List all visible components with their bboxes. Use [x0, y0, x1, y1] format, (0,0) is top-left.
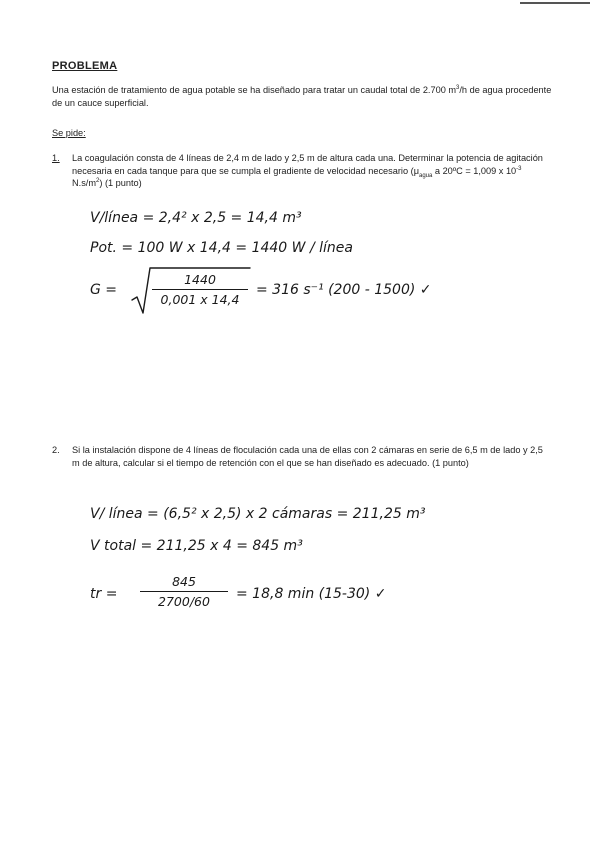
question-1-text: La coagulación consta de 4 líneas de 2,4 m de lado y 2,5 m de altura cada una. Determinar la potencia de agitación necesaria en cada tanque para que se cumpla el gradiente de velocidad necesario ($\mu_{agua}$ a 20ºC = 1,009 x $10^{-3}$ $N.s/m^2$) (1 punto) [72, 153, 543, 188]
handwritten-q1-g-fraction [152, 272, 248, 307]
problem-statement: Una estación de tratamiento de agua potable se ha diseñado para tratar un caudal total de 2.700 $m^3/h$ de agua procedente de un cauce superficial. [52, 84, 552, 108]
fraction-bar [140, 591, 228, 592]
handwritten-q2-tr-denominator: 2700/60 [158, 594, 210, 609]
handwritten-q1-g-label: G = [90, 282, 118, 298]
fraction-bar [152, 289, 248, 290]
handwritten-q1-power: Pot. = 100 W x 14,4 = 1440 W / línea [90, 240, 353, 256]
handwritten-q2-tr-label: tr = [90, 586, 118, 602]
handwritten-q2-tr-numerator: 845 [172, 574, 196, 589]
question-2-text: Si la instalación dispone de 4 líneas de floculación cada una de ellas con 2 cámaras en serie de 6,5 m de lado y 2,5 m de altura, calcular si el tiempo de retención con el que se han diseñado es adecuado. (1 punto) [72, 445, 543, 468]
question-1-number: 1. [52, 153, 60, 163]
handwritten-q2-total-volume: V total = 211,25 x 4 = 845 m³ [90, 538, 303, 554]
problem-title: PROBLEMA [52, 60, 118, 72]
handwritten-q1-g-denominator: 0,001 x 14,4 [160, 292, 240, 307]
page-edge-rule [520, 2, 590, 4]
question-1 [52, 152, 552, 190]
question-2 [52, 444, 552, 469]
handwritten-q2-volume-line: V/ línea = (6,5² x 2,5) x 2 cámaras = 211,25 m³ [90, 506, 426, 522]
handwritten-q2-tr-fraction [140, 574, 228, 609]
handwritten-q1-volume: V/línea = 2,4² x 2,5 = 14,4 m³ [90, 210, 302, 226]
handwritten-q1-g-result: = 316 s⁻¹ (200 - 1500) ✓ [256, 282, 432, 298]
handwritten-q1-g-numerator: 1440 [184, 272, 216, 287]
handwritten-q2-tr-result: = 18,8 min (15-30) ✓ [236, 586, 387, 602]
se-pide-heading: Se pide: [52, 128, 86, 138]
question-2-number: 2. [52, 445, 60, 455]
